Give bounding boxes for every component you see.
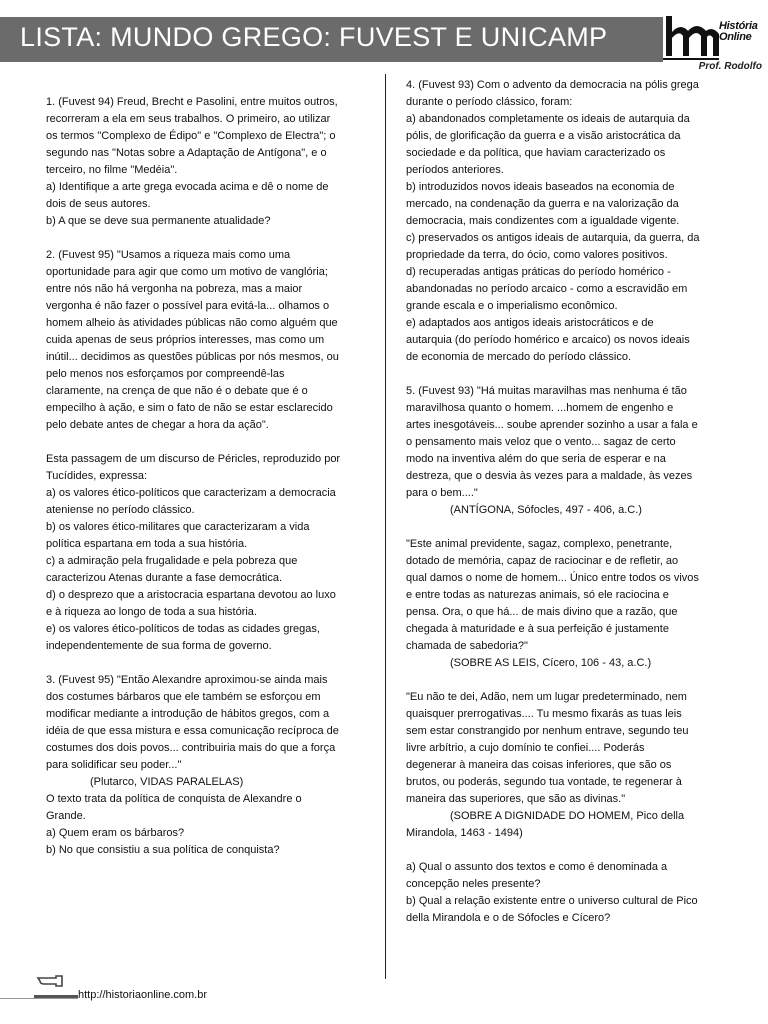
text-line: empecilho à ação, e sim o fato de não se estar esclarecido [46, 402, 333, 414]
paragraph-gap [406, 519, 730, 536]
left-column [46, 94, 368, 859]
text-line: sem estar constrangido por nenhum entrave, segundo teu [406, 725, 689, 737]
footer [0, 972, 400, 1012]
text-line: de economia de mercado do período clássico. [406, 351, 632, 363]
text-line: pólis, de glorificação da guerra e a visão aristocrática da [406, 130, 681, 142]
text-line: d) recuperadas antigas práticas do período homérico - [406, 266, 671, 278]
text-line: vergonha é não fazer o possível para evitá-la... olhamos o [46, 300, 330, 312]
text-line: homem alheio às atividades públicas não como alguém que [46, 317, 338, 329]
text-line: concepção neles presente? [406, 878, 541, 890]
header-bar [0, 17, 663, 62]
text-line: para solidificar seu poder..." [46, 759, 182, 771]
text-line: 2. (Fuvest 95) "Usamos a riqueza mais como uma [46, 249, 291, 261]
text-line: 5. (Fuvest 93) "Há muitas maravilhas mas nenhuma é tão [406, 385, 687, 397]
logo-text-line2: Online [719, 31, 752, 43]
text-line: independentemente de sua forma de governo. [46, 640, 272, 652]
paragraph-gap [46, 230, 368, 247]
text-line: democracia, mais condizentes com a igualdade vigente. [406, 215, 680, 227]
paragraph-gap [406, 366, 730, 383]
text-line: livre arbítrio, a cujo domínio te confiei.... Poderás [406, 742, 645, 754]
logo-text-line1: História [719, 20, 758, 32]
paragraph-gap [406, 842, 730, 859]
text-line: durante o período clássico, foram: [406, 96, 573, 108]
text-line: terceiro, no filme "Medéia". [46, 164, 178, 176]
text-line: caracterizou Atenas durante a fase democrática. [46, 572, 283, 584]
text-line: d) o desprezo que a aristocracia espartana devotou ao luxo [46, 589, 336, 601]
text-line: e entre todas as naturezas animais, só ele raciocina e [406, 589, 669, 601]
text-line: modificar mediante a introdução de hábitos gregos, com a [46, 708, 330, 720]
text-line: e) os valores ético-políticos de todas as cidades gregas, [46, 623, 320, 635]
text-line: b) Qual a relação existente entre o universo cultural de Pico [406, 895, 698, 907]
text-line: costumes dos dois povos... contribuiria mais do que a força [46, 742, 336, 754]
text-line: política espartana em toda a sua história. [46, 538, 248, 550]
text-line: e) adaptados aos antigos ideais aristocráticos e de [406, 317, 654, 329]
text-line: cuida apenas de seus próprios interesses, mas como um [46, 334, 325, 346]
text-line: mercado, na condenação da guerra e na valorização da [406, 198, 679, 210]
citation-line: (SOBRE AS LEIS, Cícero, 106 - 43, a.C.) [450, 657, 652, 669]
text-line: a) os valores ético-políticos que caracterizam a democracia [46, 487, 336, 499]
text-line: dotado de memória, capaz de raciocinar e de refletir, ao [406, 555, 679, 567]
text-line: qual damos o nome de homem... Único entre todos os vivos [406, 572, 699, 584]
text-line: b) introduzidos novos ideais baseados na economia de [406, 181, 675, 193]
text-line: c) preservados os antigos ideais de autarquia, da guerra, da [406, 232, 700, 244]
text-line: b) No que consistiu a sua política de conquista? [46, 844, 280, 856]
text-line: para o bem...." [406, 487, 478, 499]
author-name: Prof. Rodolfo [698, 61, 762, 72]
text-line: claramente, na crença de que não é o debate que é o [46, 385, 308, 397]
text-line: modo na inventiva além do que seria de esperar e na [406, 453, 666, 465]
text-line: ateniense no período clássico. [46, 504, 195, 516]
text-line: recorreram a ela em seus trabalhos. O primeiro, ao utilizar [46, 113, 331, 125]
text-line: e à riqueza ao longo de toda a sua história. [46, 606, 257, 618]
text-line: autarquia (do período homérico e arcaico) os novos ideais [406, 334, 690, 346]
text-line: abandonadas no período arcaico - como a escravidão em [406, 283, 688, 295]
text-line: c) a admiração pela frugalidade e pela pobreza que [46, 555, 298, 567]
text-line: artes inesgotáveis... soube aprender sozinho a usar a fala e [406, 419, 698, 431]
text-line: Mirandola, 1463 - 1494) [406, 827, 523, 839]
text-line: entre nós não há vergonha na pobreza, mas a maior [46, 283, 303, 295]
text-line: segundo nas "Notas sobre a Adaptação de Antígona", e o [46, 147, 327, 159]
text-line: chegada à maturidade e à sua perfeição é justamente [406, 623, 669, 635]
text-line: pelo debate antes de chegar a hora da ação". [46, 419, 269, 431]
text-line: dois de seus autores. [46, 198, 151, 210]
right-column [406, 77, 730, 927]
text-line: chamada de sabedoria?" [406, 640, 528, 652]
column-divider [385, 74, 386, 979]
pointing-hand-icon [36, 972, 66, 992]
text-line: sociedade e da política, que haviam caracterizado os [406, 147, 666, 159]
citation-line: (SOBRE A DIGNIDADE DO HOMEM, Pico della [450, 810, 685, 822]
text-line: pensa. Ora, o que há... de mais divino que a razão, que [406, 606, 678, 618]
text-line: pelo menos nos esforçamos por compreendê-las [46, 368, 285, 380]
text-line: períodos anteriores. [406, 164, 504, 176]
text-line: 1. (Fuvest 94) Freud, Brecht e Pasolini, entre muitos outros, [46, 96, 338, 108]
text-line: quaisquer prerrogativas.... Tu mesmo fixarás as tuas leis [406, 708, 682, 720]
text-line: b) A que se deve sua permanente atualidade? [46, 215, 271, 227]
text-line: inútil... decidimos as questões públicas por nós mesmos, ou [46, 351, 339, 363]
text-line: degenerar à maneira das coisas inferiores, que são os [406, 759, 672, 771]
historia-online-logo [663, 14, 763, 64]
text-line: propriedade da terra, do ócio, como valores positivos. [406, 249, 668, 261]
text-line: Esta passagem de um discurso de Péricles, reproduzido por [46, 453, 341, 465]
text-line: a) Qual o assunto dos textos e como é denominada a [406, 861, 668, 873]
text-line: della Mirandola e o de Sófocles e Cícero? [406, 912, 611, 924]
text-line: a) Quem eram os bárbaros? [46, 827, 185, 839]
text-line: O texto trata da política de conquista de Alexandre o [46, 793, 302, 805]
text-line: "Eu não te dei, Adão, nem um lugar predeterminado, nem [406, 691, 687, 703]
text-line: o pensamento mais veloz que o vento... sagaz de certo [406, 436, 676, 448]
text-line: Grande. [46, 810, 86, 822]
footer-rule-thin [0, 998, 78, 999]
page-title: LISTA: MUNDO GREGO: FUVEST E UNICAMP [20, 22, 608, 52]
paragraph-gap [46, 655, 368, 672]
citation-line: (Plutarco, VIDAS PARALELAS) [90, 776, 244, 788]
text-line: grande escala e o imperialismo econômico. [406, 300, 618, 312]
text-line: oportunidade para agir que como um motivo de vanglória; [46, 266, 328, 278]
text-line: b) os valores ético-militares que caracterizaram a vida [46, 521, 310, 533]
text-line: destreza, que o desvia às vezes para a maldade, às vezes [406, 470, 693, 482]
text-line: os termos "Complexo de Édipo" e "Complexo de Electra"; o [46, 130, 336, 142]
text-line: brutos, ou poderás, segundo tua vontade, te regenerar à [406, 776, 682, 788]
text-line: 3. (Fuvest 95) "Então Alexandre aproximou-se ainda mais [46, 674, 328, 686]
text-line: "Este animal previdente, sagaz, complexo, penetrante, [406, 538, 673, 550]
text-line: a) abandonados completamente os ideais de autarquia da [406, 113, 690, 125]
footer-url-link[interactable]: http://historiaonline.com.br [78, 989, 208, 1001]
text-line: maravilhosa quanto o homem. ...homem de engenho e [406, 402, 674, 414]
text-line: 4. (Fuvest 93) Com o advento da democracia na pólis grega [406, 79, 699, 91]
text-line: Tucídides, expressa: [46, 470, 148, 482]
text-line: dos costumes bárbaros que ele também se esforçou em [46, 691, 321, 703]
paragraph-gap [406, 672, 730, 689]
citation-line: (ANTÍGONA, Sófocles, 497 - 406, a.C.) [450, 504, 642, 516]
text-line: idéia de que essa mistura e essa comunicação recíproca de [46, 725, 339, 737]
paragraph-gap [46, 434, 368, 451]
text-line: maneira das superiores, que são as divinas." [406, 793, 626, 805]
text-line: a) Identifique a arte grega evocada acima e dê o nome de [46, 181, 329, 193]
